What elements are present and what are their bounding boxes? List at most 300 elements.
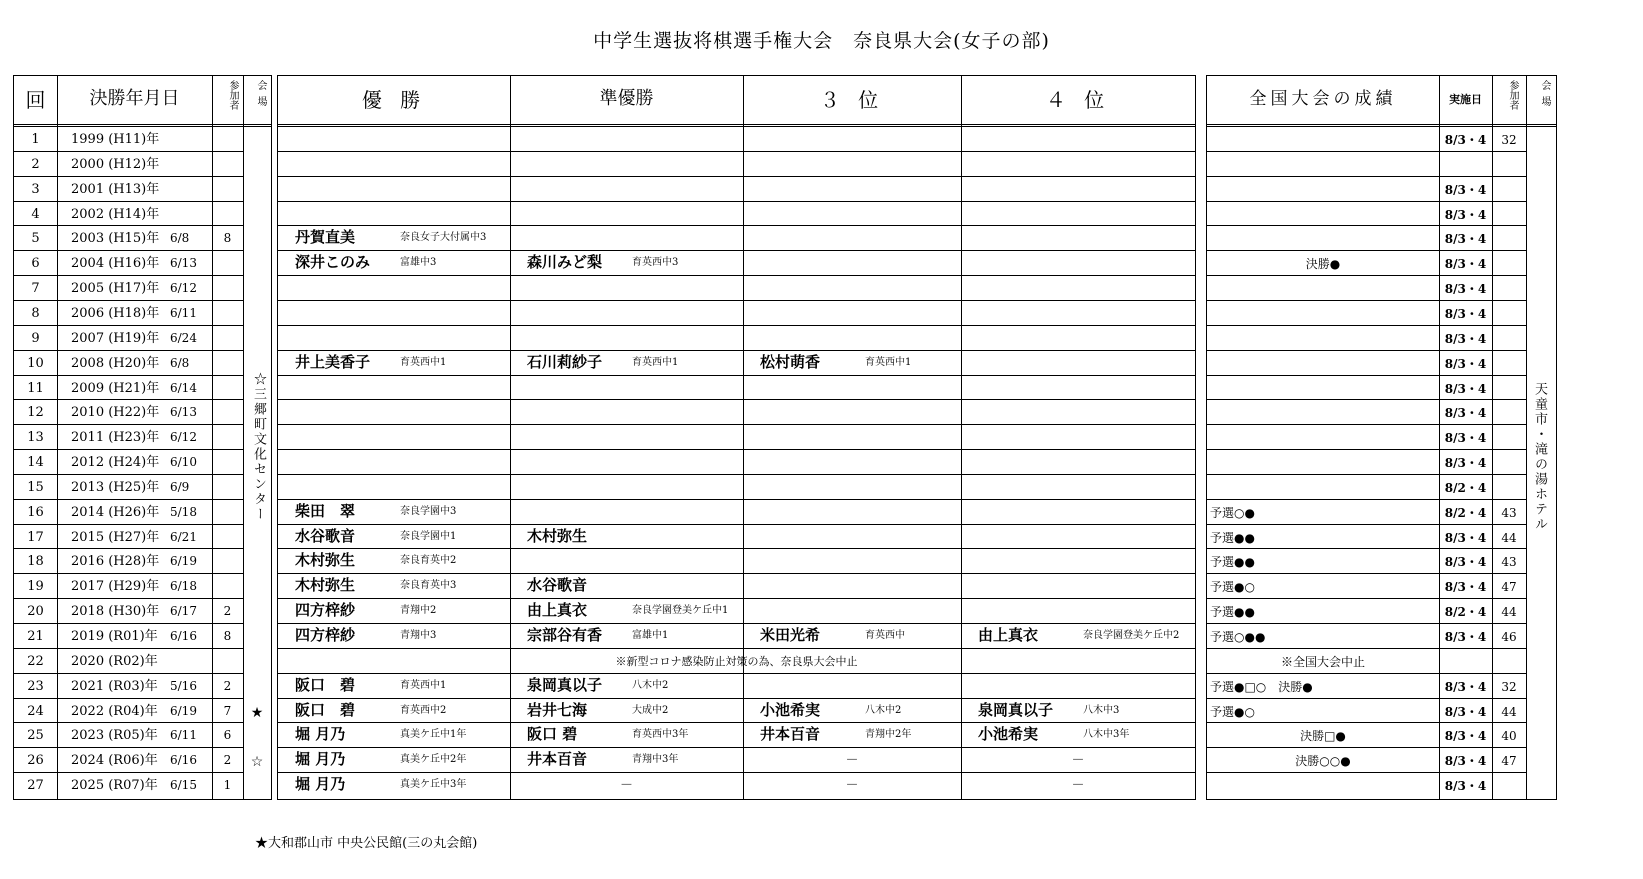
row-national-result: 決勝● bbox=[1305, 257, 1341, 272]
row-nat-participants: 44 bbox=[1501, 704, 1517, 719]
row-school: 青翔中3 bbox=[400, 630, 437, 641]
row-divider bbox=[212, 698, 243, 699]
column-divider bbox=[510, 76, 511, 799]
row-participants: 8 bbox=[223, 629, 232, 643]
row-final-date: 6/17 bbox=[170, 604, 197, 619]
row-final-date: 6/8 bbox=[170, 231, 190, 246]
row-winner: 井上美香子 bbox=[295, 352, 371, 371]
row-divider bbox=[1207, 350, 1526, 351]
row-winner: 柴田 翠 bbox=[295, 501, 356, 520]
column-divider bbox=[1526, 76, 1527, 799]
row-school: 奈良育英中2 bbox=[400, 555, 457, 567]
row-final-date: 6/18 bbox=[170, 579, 197, 594]
row-divider bbox=[14, 722, 212, 723]
row-held-date: 8/3・4 bbox=[1444, 779, 1487, 794]
row-number: 23 bbox=[27, 678, 44, 694]
row-year: 2012 (H24)年 bbox=[71, 455, 160, 471]
row-divider bbox=[1207, 375, 1526, 376]
row-fourth: 泉岡真以子 bbox=[978, 700, 1054, 719]
row-final-date: 6/16 bbox=[170, 629, 197, 643]
row-divider bbox=[212, 598, 243, 599]
row-nat-participants: 40 bbox=[1501, 729, 1517, 744]
row-held-date: 8/3・4 bbox=[1444, 630, 1487, 644]
row-divider bbox=[14, 201, 212, 202]
row-held-date: 8/3・4 bbox=[1444, 704, 1487, 719]
row-divider bbox=[14, 474, 212, 475]
row-school: 奈良学園中1 bbox=[400, 530, 457, 542]
row-nat-participants: 44 bbox=[1501, 605, 1517, 620]
row-winner: 四方梓紗 bbox=[295, 601, 356, 620]
row-divider bbox=[278, 772, 1195, 773]
row-divider bbox=[1207, 176, 1526, 177]
row-divider bbox=[278, 747, 1195, 748]
row-year: 2002 (H14)年 bbox=[71, 206, 160, 222]
row-nat-participants: 46 bbox=[1501, 630, 1517, 644]
row-divider bbox=[14, 300, 212, 301]
row-final-date: 5/16 bbox=[170, 678, 197, 693]
row-year: 2018 (H30)年 bbox=[71, 604, 160, 620]
row-winner: 深井このみ bbox=[295, 253, 371, 272]
row-divider bbox=[1207, 399, 1526, 400]
row-final-date: 6/11 bbox=[170, 305, 197, 320]
row-year: 2024 (R06)年 bbox=[71, 753, 158, 769]
row-divider bbox=[212, 499, 243, 500]
row-nat-participants: 47 bbox=[1501, 580, 1517, 595]
row-year: 2013 (H25)年 bbox=[71, 479, 160, 495]
venue-sango-label: ☆三郷町文化センター bbox=[251, 371, 266, 522]
row-held-date: 8/2・4 bbox=[1444, 480, 1487, 495]
venue-tendo-label: 天童市・滝の湯ホテル bbox=[1532, 381, 1547, 532]
row-divider bbox=[278, 524, 1195, 525]
row-divider bbox=[278, 474, 1195, 475]
row-winner: 堀 月乃 bbox=[295, 775, 346, 794]
row-number: 19 bbox=[27, 579, 44, 595]
row-participants: 6 bbox=[223, 728, 232, 743]
row-final-date: 6/24 bbox=[170, 330, 197, 345]
row-national-result: 予選●● bbox=[1210, 530, 1255, 545]
row-winner: 四方梓紗 bbox=[295, 626, 356, 644]
row-divider bbox=[212, 275, 243, 276]
row-held-date: 8/3・4 bbox=[1444, 406, 1487, 421]
row-dash: － bbox=[619, 778, 633, 794]
row-number: 6 bbox=[31, 256, 40, 272]
row-number: 22 bbox=[27, 653, 44, 669]
row-final-date: 6/9 bbox=[170, 479, 190, 494]
row-divider bbox=[14, 524, 212, 525]
row-school: 育英西中1 bbox=[632, 356, 679, 368]
row-divider bbox=[14, 176, 212, 177]
row-divider bbox=[212, 524, 243, 525]
row-year: 2017 (H29)年 bbox=[71, 579, 160, 595]
row-divider bbox=[278, 225, 1195, 226]
row-held-date: 8/3・4 bbox=[1444, 530, 1487, 545]
row-divider bbox=[14, 375, 212, 376]
row-divider bbox=[278, 698, 1195, 699]
row-divider bbox=[1207, 424, 1526, 425]
row-held-date: 8/3・4 bbox=[1444, 555, 1487, 570]
row-divider bbox=[1207, 151, 1526, 152]
row-divider bbox=[1207, 499, 1526, 500]
row-divider bbox=[14, 275, 212, 276]
row-number: 2 bbox=[31, 156, 40, 172]
row-divider bbox=[14, 698, 212, 699]
row-divider bbox=[278, 449, 1195, 450]
row-school: 育英西中1 bbox=[865, 356, 912, 368]
row-divider bbox=[1207, 225, 1526, 226]
row-held-date: 8/3・4 bbox=[1444, 182, 1487, 197]
row-divider bbox=[1207, 325, 1526, 326]
row-divider bbox=[1207, 548, 1526, 549]
row-number: 17 bbox=[27, 529, 44, 545]
row-held-date: 8/3・4 bbox=[1444, 679, 1487, 694]
row-divider bbox=[212, 623, 243, 624]
row-year: 2001 (H13)年 bbox=[71, 181, 160, 197]
header-winner: 優 勝 bbox=[361, 88, 427, 112]
row-final-date: 6/13 bbox=[170, 405, 197, 420]
row-divider bbox=[278, 598, 1195, 599]
row-school: 真美ケ丘中2年 bbox=[400, 754, 467, 766]
row-participants: 2 bbox=[223, 678, 232, 693]
row-runner-up: 泉岡真以子 bbox=[527, 675, 603, 694]
row-divider bbox=[278, 201, 1195, 202]
row-school: 八木中3年 bbox=[1083, 729, 1130, 741]
row-divider bbox=[278, 176, 1195, 177]
table-results bbox=[277, 75, 1196, 800]
row-nat-participants: 44 bbox=[1501, 530, 1517, 545]
row-year: 2025 (R07)年 bbox=[71, 778, 158, 794]
row-held-date: 8/3・4 bbox=[1444, 232, 1487, 247]
row-held-date: 8/3・4 bbox=[1444, 381, 1487, 396]
row-winner: 木村弥生 bbox=[295, 551, 356, 570]
row-year: 2011 (H23)年 bbox=[71, 430, 160, 446]
row-divider bbox=[212, 399, 243, 400]
row-divider bbox=[212, 350, 243, 351]
row-divider bbox=[278, 250, 1195, 251]
row-school: 育英西中1 bbox=[400, 679, 447, 691]
row-number: 4 bbox=[31, 206, 40, 222]
row-participants: 7 bbox=[223, 703, 232, 718]
table-national bbox=[1206, 75, 1557, 800]
row-runner-up: 由上真衣 bbox=[527, 601, 588, 620]
row-divider bbox=[278, 573, 1195, 574]
row-year: 2023 (R05)年 bbox=[71, 728, 158, 744]
row-divider bbox=[14, 399, 212, 400]
header-fourth: ４ 位 bbox=[1045, 88, 1111, 112]
row-winner: 木村弥生 bbox=[295, 576, 356, 595]
row-held-date: 8/3・4 bbox=[1444, 282, 1487, 297]
row-number: 10 bbox=[27, 355, 44, 371]
row-divider bbox=[278, 399, 1195, 400]
row-divider bbox=[1207, 722, 1526, 723]
row-runner-up: 水谷歌音 bbox=[527, 576, 588, 595]
column-divider bbox=[961, 76, 962, 799]
row-divider bbox=[1207, 449, 1526, 450]
row-year: 2007 (H19)年 bbox=[71, 330, 160, 346]
row-year: 2015 (H27)年 bbox=[71, 529, 160, 545]
row-divider bbox=[1207, 673, 1526, 674]
row-divider bbox=[278, 151, 1195, 152]
row-held-date: 8/3・4 bbox=[1444, 356, 1487, 371]
row-divider bbox=[14, 548, 212, 549]
row-nat-participants: 32 bbox=[1501, 133, 1517, 147]
row-number: 3 bbox=[31, 181, 40, 197]
row-divider bbox=[212, 573, 243, 574]
row-held-date: 8/3・4 bbox=[1444, 754, 1487, 769]
row-number: 13 bbox=[27, 430, 44, 446]
header-venue: 会場 bbox=[255, 80, 266, 112]
row-divider bbox=[1207, 474, 1526, 475]
row-school: 真美ケ丘中1年 bbox=[400, 729, 467, 741]
row-year: 2022 (R04)年 bbox=[71, 703, 158, 719]
header-national: 全国大会の成績 bbox=[1249, 89, 1397, 109]
header-third: ３ 位 bbox=[819, 88, 885, 112]
row-final-date: 6/19 bbox=[170, 554, 197, 569]
row-divider bbox=[1207, 275, 1526, 276]
row-participants: 2 bbox=[223, 604, 232, 619]
row-year: 2008 (H20)年 bbox=[71, 355, 160, 371]
row-third: 米田光希 bbox=[760, 626, 821, 644]
row-divider bbox=[212, 176, 243, 177]
row-winner: 堀 月乃 bbox=[295, 725, 346, 744]
row-divider bbox=[1207, 623, 1526, 624]
row-divider bbox=[278, 673, 1195, 674]
cancel-note: ※新型コロナ感染防止対策の為、奈良県大会中止 bbox=[615, 654, 858, 668]
column-divider bbox=[743, 76, 744, 799]
row-winner: 丹賀直美 bbox=[295, 228, 356, 247]
row-winner: 阪口 碧 bbox=[295, 700, 356, 719]
row-school: 富雄中3 bbox=[400, 257, 437, 269]
row-national-result: 予選●○ bbox=[1210, 704, 1255, 719]
row-year: 2000 (H12)年 bbox=[71, 156, 160, 172]
header-held-date: 実施日 bbox=[1449, 93, 1482, 106]
row-final-date: 6/10 bbox=[170, 455, 197, 470]
row-number: 15 bbox=[27, 479, 44, 495]
row-runner-up: 岩井七海 bbox=[527, 700, 588, 719]
row-dash: － bbox=[845, 753, 859, 769]
row-school: 富雄中1 bbox=[632, 630, 669, 641]
header-date: 決勝年月日 bbox=[89, 88, 180, 109]
row-number: 5 bbox=[31, 231, 40, 247]
row-school: 育英西中 bbox=[865, 630, 905, 641]
row-final-date: 6/8 bbox=[170, 355, 190, 370]
row-final-date: 6/12 bbox=[170, 430, 197, 445]
row-venue-mark: ☆ bbox=[250, 754, 264, 771]
row-held-date: 8/2・4 bbox=[1444, 505, 1487, 520]
row-divider bbox=[1207, 201, 1526, 202]
row-held-date: 8/3・4 bbox=[1444, 257, 1487, 272]
row-divider bbox=[14, 598, 212, 599]
row-year: 2021 (R03)年 bbox=[71, 678, 158, 694]
row-fourth: 由上真衣 bbox=[978, 626, 1039, 644]
row-divider bbox=[14, 424, 212, 425]
row-final-date: 6/21 bbox=[170, 529, 197, 544]
row-divider bbox=[1207, 598, 1526, 599]
row-divider bbox=[14, 225, 212, 226]
row-nat-participants: 43 bbox=[1501, 505, 1517, 520]
row-school: 大成中2 bbox=[632, 704, 669, 716]
row-divider bbox=[1207, 124, 1556, 125]
row-school: 奈良学園中3 bbox=[400, 505, 457, 517]
row-divider bbox=[212, 325, 243, 326]
row-school: 八木中3 bbox=[1083, 704, 1120, 716]
row-national-result: 予選●○ bbox=[1210, 580, 1255, 595]
row-divider bbox=[14, 573, 212, 574]
row-school: 八木中2 bbox=[632, 679, 669, 691]
row-dash: － bbox=[1071, 753, 1085, 769]
row-participants: 1 bbox=[223, 778, 232, 793]
row-nat-participants: 47 bbox=[1501, 754, 1517, 769]
row-year: 2020 (R02)年 bbox=[71, 653, 158, 669]
venue-merge-cover bbox=[244, 226, 270, 646]
table-left bbox=[13, 75, 272, 800]
row-divider bbox=[14, 747, 212, 748]
row-runner-up: 木村弥生 bbox=[527, 526, 588, 545]
row-year: 2006 (H18)年 bbox=[71, 305, 160, 321]
header-participants: 参加者 bbox=[227, 80, 238, 110]
row-school: 育英西中1 bbox=[400, 356, 447, 368]
row-final-date: 5/18 bbox=[170, 504, 197, 519]
row-divider bbox=[212, 548, 243, 549]
row-dash: － bbox=[1071, 778, 1085, 794]
row-divider bbox=[14, 151, 212, 152]
row-school: 八木中2 bbox=[865, 704, 902, 716]
row-divider bbox=[278, 648, 1195, 649]
row-school: 育英西中3 bbox=[632, 257, 679, 269]
header-kai: 回 bbox=[25, 88, 46, 112]
row-final-date: 6/14 bbox=[170, 380, 197, 395]
footer-note: ★大和郡山市 中央公民館(三の丸会館) bbox=[255, 836, 478, 851]
row-divider bbox=[212, 772, 243, 773]
row-number: 8 bbox=[31, 305, 40, 321]
row-runner-up: 井本百音 bbox=[527, 750, 588, 769]
row-divider bbox=[212, 722, 243, 723]
row-divider bbox=[14, 623, 212, 624]
row-held-date: 8/3・4 bbox=[1444, 431, 1487, 446]
row-number: 21 bbox=[27, 629, 44, 644]
row-divider bbox=[278, 325, 1195, 326]
row-divider bbox=[1207, 648, 1526, 649]
row-held-date: 8/3・4 bbox=[1444, 456, 1487, 471]
row-divider bbox=[212, 474, 243, 475]
row-held-date: 8/3・4 bbox=[1444, 207, 1487, 222]
row-divider bbox=[14, 648, 212, 649]
row-divider bbox=[1207, 250, 1526, 251]
row-school: 青翔中2 bbox=[400, 605, 437, 617]
row-divider bbox=[212, 673, 243, 674]
row-national-result: 予選●□○ 決勝● bbox=[1210, 679, 1313, 694]
row-fourth: 小池希実 bbox=[978, 725, 1039, 744]
row-final-date: 6/16 bbox=[170, 753, 197, 768]
row-divider bbox=[278, 375, 1195, 376]
row-divider bbox=[212, 648, 243, 649]
row-divider bbox=[14, 673, 212, 674]
column-divider bbox=[57, 76, 58, 799]
row-number: 11 bbox=[27, 380, 44, 396]
row-number: 16 bbox=[27, 504, 44, 520]
row-year: 1999 (H11)年 bbox=[71, 132, 160, 147]
row-school: 奈良学園登美ケ丘中1 bbox=[632, 605, 729, 617]
row-national-result: 決勝□● bbox=[1300, 729, 1346, 744]
row-year: 2019 (R01)年 bbox=[71, 629, 158, 644]
row-national-result: 予選●● bbox=[1210, 555, 1255, 570]
row-divider bbox=[212, 449, 243, 450]
header-runner-up: 準優勝 bbox=[599, 88, 654, 109]
row-divider bbox=[212, 250, 243, 251]
row-winner: 堀 月乃 bbox=[295, 750, 346, 769]
row-number: 25 bbox=[27, 728, 44, 744]
row-divider bbox=[14, 449, 212, 450]
national-cancel-note: ※全国大会中止 bbox=[1280, 654, 1365, 669]
row-final-date: 6/12 bbox=[170, 281, 197, 296]
row-divider bbox=[1207, 300, 1526, 301]
row-divider bbox=[278, 300, 1195, 301]
row-school: 奈良育英中3 bbox=[400, 580, 457, 592]
row-participants: 8 bbox=[223, 231, 232, 246]
header-nat-participants: 参加者 bbox=[1507, 80, 1518, 110]
row-school: 奈良学園登美ケ丘中2 bbox=[1083, 630, 1180, 641]
row-divider bbox=[278, 548, 1195, 549]
row-held-date: 8/3・4 bbox=[1444, 331, 1487, 346]
row-divider bbox=[14, 499, 212, 500]
row-year: 2016 (H28)年 bbox=[71, 554, 160, 570]
row-divider bbox=[1207, 573, 1526, 574]
row-final-date: 6/15 bbox=[170, 778, 197, 793]
row-third: 井本百音 bbox=[760, 725, 821, 744]
row-divider bbox=[212, 151, 243, 152]
row-divider bbox=[14, 124, 271, 125]
row-divider bbox=[14, 250, 212, 251]
row-final-date: 6/11 bbox=[170, 728, 197, 743]
row-year: 2010 (H22)年 bbox=[71, 405, 160, 421]
row-dash: － bbox=[845, 778, 859, 794]
row-winner: 阪口 碧 bbox=[295, 675, 356, 694]
page-title: 中学生選抜将棋選手権大会 奈良県大会(女子の部) bbox=[593, 30, 1050, 52]
row-school: 育英西中3年 bbox=[632, 729, 689, 741]
row-number: 18 bbox=[27, 554, 44, 570]
row-year: 2009 (H21)年 bbox=[71, 380, 160, 396]
row-divider bbox=[212, 747, 243, 748]
row-school: 育英西中2 bbox=[400, 704, 447, 716]
row-divider bbox=[278, 499, 1195, 500]
row-divider bbox=[212, 225, 243, 226]
row-number: 7 bbox=[31, 281, 40, 297]
row-school: 奈良女子大付属中3 bbox=[400, 232, 487, 244]
row-number: 14 bbox=[27, 455, 44, 471]
row-divider bbox=[1207, 698, 1526, 699]
row-divider bbox=[278, 424, 1195, 425]
row-divider bbox=[278, 623, 1195, 624]
row-final-date: 6/19 bbox=[170, 703, 197, 718]
row-divider bbox=[278, 350, 1195, 351]
row-divider bbox=[1207, 126, 1556, 127]
row-number: 26 bbox=[27, 753, 44, 769]
row-national-result: 決勝○○● bbox=[1295, 754, 1351, 769]
row-divider bbox=[212, 424, 243, 425]
row-divider bbox=[14, 126, 271, 127]
row-year: 2005 (H17)年 bbox=[71, 281, 160, 297]
row-number: 9 bbox=[31, 330, 40, 346]
row-divider bbox=[278, 126, 1195, 127]
row-divider bbox=[14, 350, 212, 351]
row-divider bbox=[1207, 747, 1526, 748]
row-divider bbox=[212, 375, 243, 376]
row-national-result: 予選○● bbox=[1210, 505, 1255, 520]
row-held-date: 8/3・4 bbox=[1444, 306, 1487, 321]
row-national-result: 予選●● bbox=[1210, 605, 1255, 620]
row-runner-up: 宗部谷有香 bbox=[527, 626, 603, 644]
row-number: 27 bbox=[27, 778, 44, 794]
row-school: 真美ケ丘中3年 bbox=[400, 779, 467, 791]
